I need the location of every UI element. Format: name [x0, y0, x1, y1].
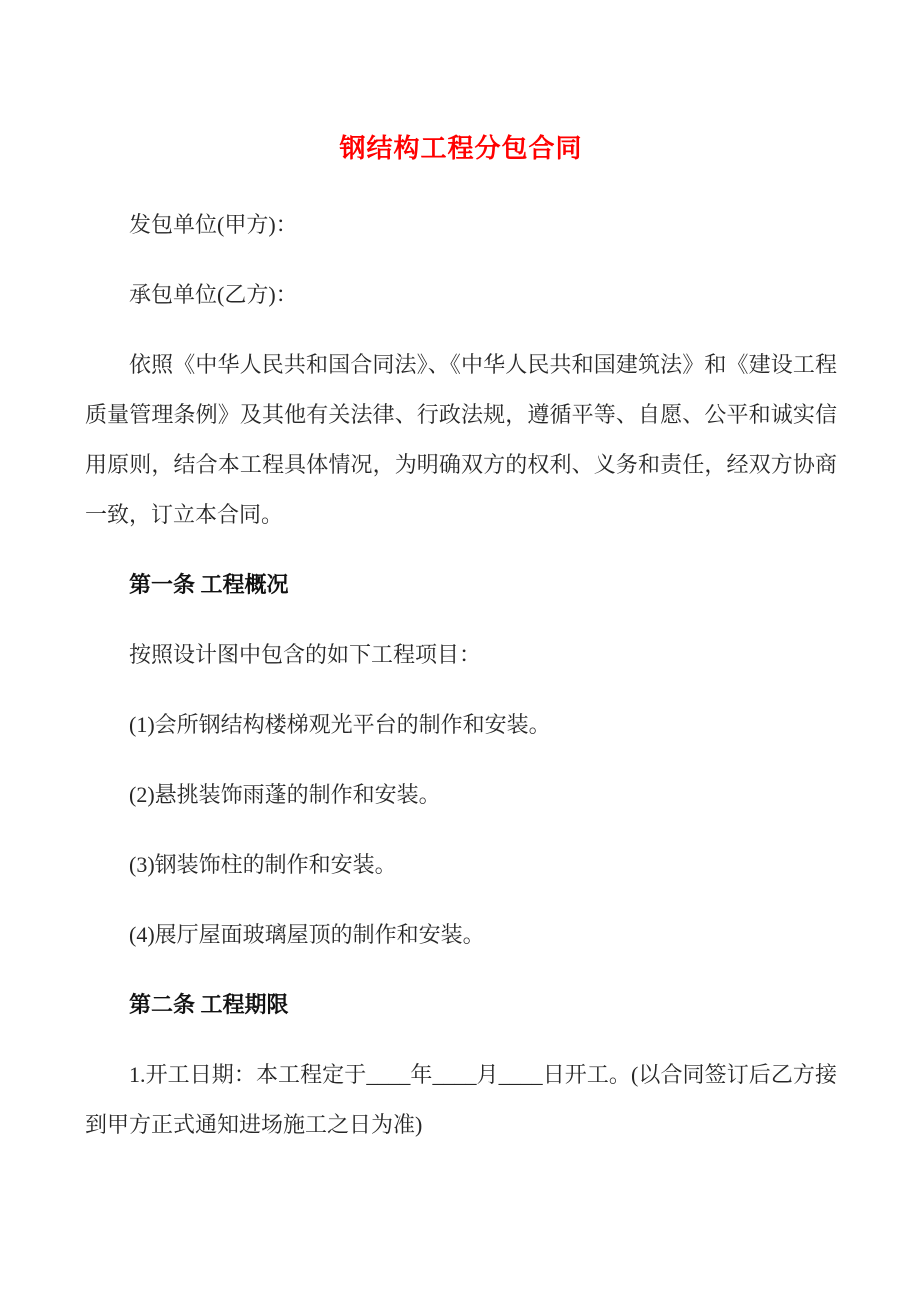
paragraph: 承包单位(乙方)：	[129, 282, 298, 307]
document-body	[85, 200, 837, 1150]
paragraph: (2)悬挑装饰雨蓬的制作和安装。	[129, 782, 441, 807]
document-title: 钢结构工程分包合同	[339, 134, 583, 163]
paragraph: (4)展厅屋面玻璃屋顶的制作和安装。	[129, 922, 485, 947]
paragraph: (3)钢装饰柱的制作和安装。	[129, 852, 397, 877]
section-heading: 第一条 工程概况	[129, 572, 289, 597]
paragraph: 依照《中华人民共和国合同法》、《中华人民共和国建筑法》和《建设工程质量管理条例》及其他有关法律、行政法规，遵循平等、自愿、公平和诚实信用原则，结合本工程具体情况，为明确双方的权利、义务和责任，经双方协商一致，订立本合同。	[85, 352, 837, 527]
paragraph: (1)会所钢结构楼梯观光平台的制作和安装。	[129, 712, 551, 737]
section-heading: 第二条 工程期限	[129, 992, 289, 1017]
paragraph: 发包单位(甲方)：	[129, 212, 298, 237]
paragraph: 按照设计图中包含的如下工程项目：	[129, 642, 482, 667]
paragraph: 1.开工日期：本工程定于____年____月____日开工。(以合同签订后乙方接到甲方正式通知进场施工之日为准)	[85, 1062, 837, 1137]
